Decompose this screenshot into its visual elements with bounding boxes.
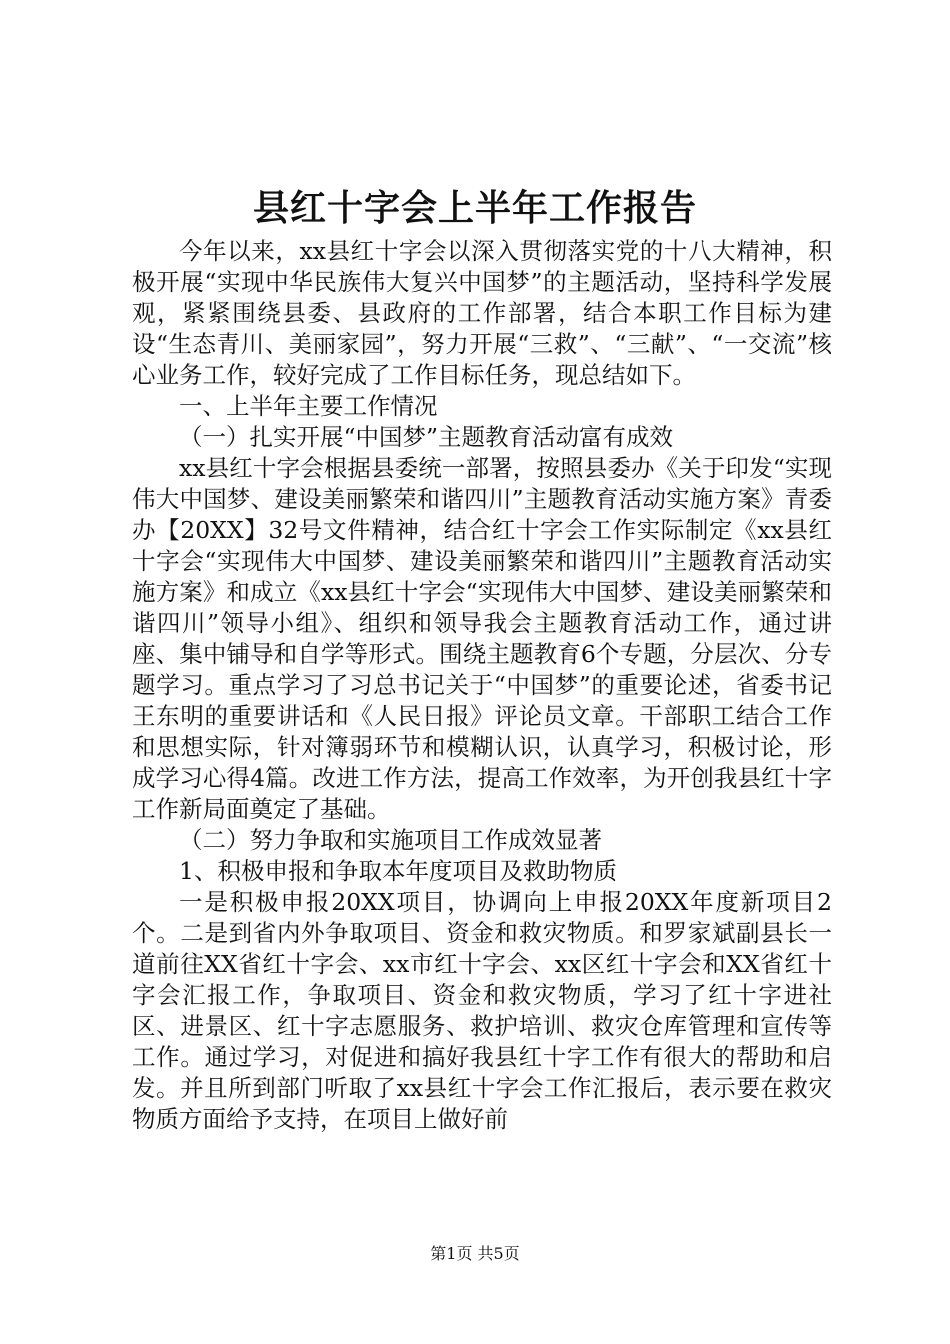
heading-item-1: 1、积极申报和争取本年度项目及救助物质 bbox=[179, 857, 617, 885]
heading-section-1: 一、上半年主要工作情况 bbox=[179, 392, 438, 420]
heading-subsection-2: （二）努力争取和实施项目工作成效显著 bbox=[179, 826, 602, 854]
page-number: 第1页 共5页 bbox=[430, 1244, 520, 1263]
document-body bbox=[132, 236, 832, 1135]
paragraph-china-dream: xx县红十字会根据县委统一部署，按照县委办《关于印发“实现伟大中国梦、建设美丽繁荣和谐四川”主题教育活动实施方案》青委办【20XX】32号文件精神，结合红十字会工作实际制定《xx县红十字会“实现伟大中国梦、建设美丽繁荣和谐四川”主题教育活动实施方案》和成立《xx县红十字会“实现伟大中国梦、建设美丽繁荣和谐四川”领导小组》、组织和领导我会主题教育活动工作，通过讲座、集中铺导和自学等形式。围绕主题教育6个专题，分层次、分专题学习。重点学习了习总书记关于“中国梦”的重要论述，省委书记王东明的重要讲话和《人民日报》评论员文章。干部职工结合工作和思想实际，针对簿弱环节和模糊认识，认真学习，积极讨论，形成学习心得4篇。改进工作方法，提高工作效率，为开创我县红十字工作新局面奠定了基础。 bbox=[132, 454, 832, 823]
heading-subsection-1: （一）扎实开展“中国梦”主题教育活动富有成效 bbox=[179, 423, 674, 451]
paragraph-intro: 今年以来，xx县红十字会以深入贯彻落实党的十八大精神，积极开展“实现中华民族伟大复兴中国梦”的主题活动，坚持科学发展观，紧紧围绕县委、县政府的工作部署，结合本职工作目标为建设“生态青川、美丽家园”，努力开展“三救”、“三献”、“一交流”核心业务工作，较好完成了工作目标任务，现总结如下。 bbox=[132, 237, 832, 389]
document-title: 县红十字会上半年工作报告 bbox=[252, 187, 697, 229]
paragraph-projects: 一是积极申报20XX项目，协调向上申报20XX年度新项目2个。二是到省内外争取项目、资金和救灾物质。和罗家斌副县长一道前往XX省红十字会、xx市红十字会、xx区红十字会和XX省红十字会汇报工作，争取项目、资金和救灾物质，学习了红十字进社区、进景区、红十字志愿服务、救护培训、救灾仓库管理和宣传等工作。通过学习，对促进和搞好我县红十字工作有很大的帮助和启发。并且所到部门听取了xx县红十字会工作汇报后，表示要在救灾物质方面给予支持，在项目上做好前 bbox=[132, 888, 832, 1133]
